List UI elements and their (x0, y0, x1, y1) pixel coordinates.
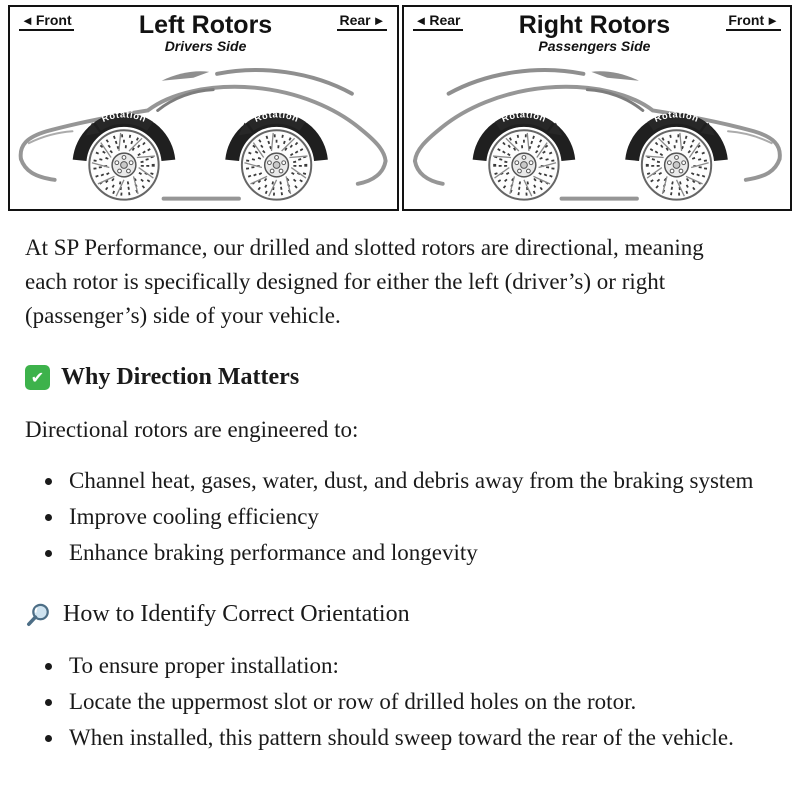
heading-text: How to Identify Correct Orientation (63, 600, 410, 627)
direction-text: Rear (429, 12, 461, 28)
arrow-right-icon: ► (372, 12, 386, 28)
list-item: • Enhance braking performance and longevity (65, 536, 775, 570)
svg-text:Rotation: Rotation (252, 108, 301, 125)
list-item: • To ensure proper installation: (65, 649, 775, 683)
section-heading-how-to-identify (25, 597, 775, 633)
left-panel-titles (139, 12, 272, 54)
list-item: • Channel heat, gases, water, dust, and debris away from the braking system (65, 464, 775, 498)
check-glyph: ✔ (30, 368, 45, 387)
rotor-direction-diagram (8, 5, 792, 211)
left-car-illustration (10, 54, 397, 215)
svg-text:Rotation: Rotation (499, 108, 548, 125)
magnifying-glass-icon (25, 601, 52, 628)
lead-paragraph: Directional rotors are engineered to: (25, 416, 359, 442)
direction-text: Rear (339, 12, 371, 28)
svg-text:Rotation: Rotation (651, 108, 701, 125)
heading-text: Why Direction Matters (61, 364, 300, 391)
panel-subtitle: Drivers Side (164, 38, 247, 55)
arrow-right-icon: ► (766, 12, 779, 28)
front-direction-label (19, 12, 74, 31)
right-panel-titles (519, 12, 670, 54)
arrow-left-icon: ◄ (414, 12, 428, 28)
front-direction-label (726, 12, 781, 31)
orientation-list (25, 649, 775, 755)
svg-text:Rotation: Rotation (99, 108, 149, 125)
page (0, 5, 800, 805)
intro-paragraph: At SP Performance, our drilled and slotted rotors are directional, meaning each rotor is specifically designed for either the left (driver’s) or right (passenger’s) side of your vehicle. (25, 235, 704, 329)
panel-title: Left Rotors (138, 11, 273, 39)
check-mark-icon (25, 365, 50, 390)
right-car-illustration (404, 54, 791, 215)
car-rotor-drawing (13, 54, 394, 213)
list-item: • Improve cooling efficiency (65, 500, 775, 534)
list-item: • Locate the uppermost slot or row of drilled holes on the rotor. (65, 685, 775, 719)
panel-subtitle: Passengers Side (538, 38, 651, 55)
right-rotors-panel (402, 5, 793, 211)
arrow-left-icon: ◄ (21, 12, 34, 28)
car-rotor-drawing (407, 54, 788, 213)
list-item: • When installed, this pattern should sweep toward the rear of the vehicle. (65, 721, 775, 755)
left-panel-header (10, 7, 397, 54)
rear-direction-label (413, 12, 463, 31)
article-body (25, 231, 775, 755)
direction-text: Front (728, 12, 765, 28)
panel-title: Right Rotors (518, 11, 671, 39)
benefits-list (25, 464, 775, 570)
direction-text: Front (35, 12, 72, 28)
rear-direction-label (337, 12, 387, 31)
section-heading-why-direction-matters (25, 360, 775, 396)
right-panel-header (404, 7, 791, 54)
left-rotors-panel (8, 5, 399, 211)
